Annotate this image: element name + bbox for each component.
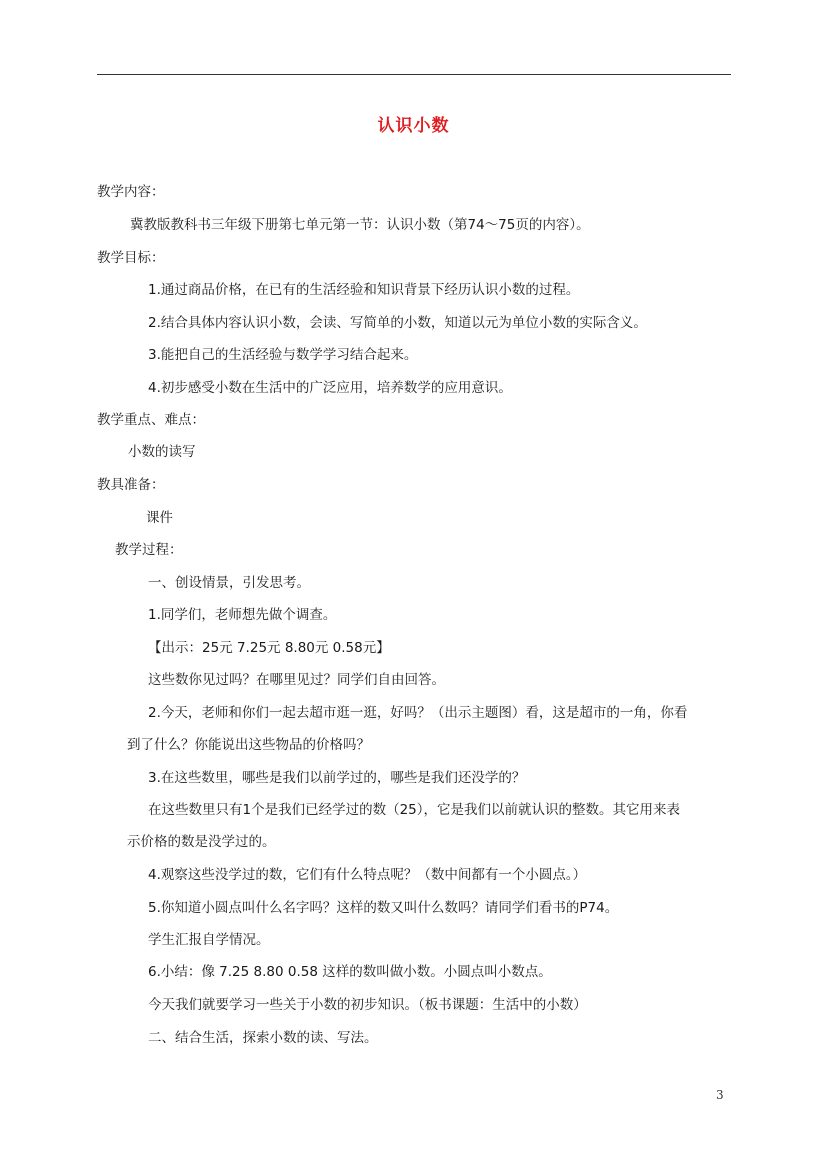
objective-3: 3.能把自己的生活经验与数学学习结合起来。	[148, 347, 418, 363]
process-step-1: 1.同学们，老师想先做个调查。	[148, 607, 337, 623]
key-points-text: 小数的读写	[128, 444, 196, 460]
section-heading-objectives: 教学目标：	[97, 250, 165, 266]
process-step-5: 5.你知道小圆点叫什么名字吗？这样的数又叫什么数吗？请同学们看书的P74。	[148, 900, 619, 916]
lesson-intro: 今天我们就要学习一些关于小数的初步知识。（板书课题：生活中的小数）	[148, 997, 587, 1013]
document-title: 认识小数	[377, 116, 450, 136]
section-heading-materials: 教具准备：	[97, 477, 165, 493]
objective-2: 2.结合具体内容认识小数，会读、写简单的小数，知道以元为单位小数的实际含义。	[148, 315, 647, 331]
process-step-6-summary: 6.小结：像 7.25 8.80 0.58 这样的数叫做小数。小圆点叫小数点。	[148, 964, 552, 980]
process-step-3: 3.在这些数里，哪些是我们以前学过的，哪些是我们还没学的？	[148, 770, 526, 786]
process-step-4: 4.观察这些没学过的数，它们有什么特点呢？（数中间都有一个小圆点。）	[148, 867, 587, 883]
process-step-2-line-1: 2.今天，老师和你们一起去超市逛一逛，好吗？（出示主题图）看，这是超市的一角，你看	[148, 705, 688, 721]
section-heading-content: 教学内容：	[97, 184, 165, 200]
objective-4: 4.初步感受小数在生活中的广泛应用，培养数学的应用意识。	[148, 380, 512, 396]
page-number: 3	[716, 1088, 724, 1102]
content-text: 冀教版教科书三年级下册第七单元第一节：认识小数（第74～75页的内容）。	[130, 217, 590, 233]
process-step-3-answer-line-1: 在这些数里只有1个是我们已经学过的数（25），它是我们以前就认识的整数。其它用来表	[148, 802, 681, 818]
process-part-1-heading: 一、创设情景，引发思考。	[148, 575, 310, 591]
section-heading-key-points: 教学重点、难点：	[97, 412, 205, 428]
header-rule	[97, 74, 731, 75]
process-step-3-answer-line-2: 示价格的数是没学过的。	[127, 834, 276, 850]
process-question: 这些数你见过吗？在哪里见过？同学们自由回答。	[148, 672, 445, 688]
process-part-2-heading: 二、结合生活，探索小数的读、写法。	[148, 1030, 378, 1046]
materials-text: 课件	[146, 510, 173, 526]
display-prices: 【出示：25元 7.25元 8.80元 0.58元】	[148, 640, 390, 656]
process-step-2-line-2: 到了什么？你能说出这些物品的价格吗？	[127, 737, 370, 753]
section-heading-process: 教学过程：	[115, 542, 183, 558]
student-report: 学生汇报自学情况。	[148, 932, 270, 948]
objective-1: 1.通过商品价格，在已有的生活经验和知识背景下经历认识小数的过程。	[148, 282, 580, 298]
